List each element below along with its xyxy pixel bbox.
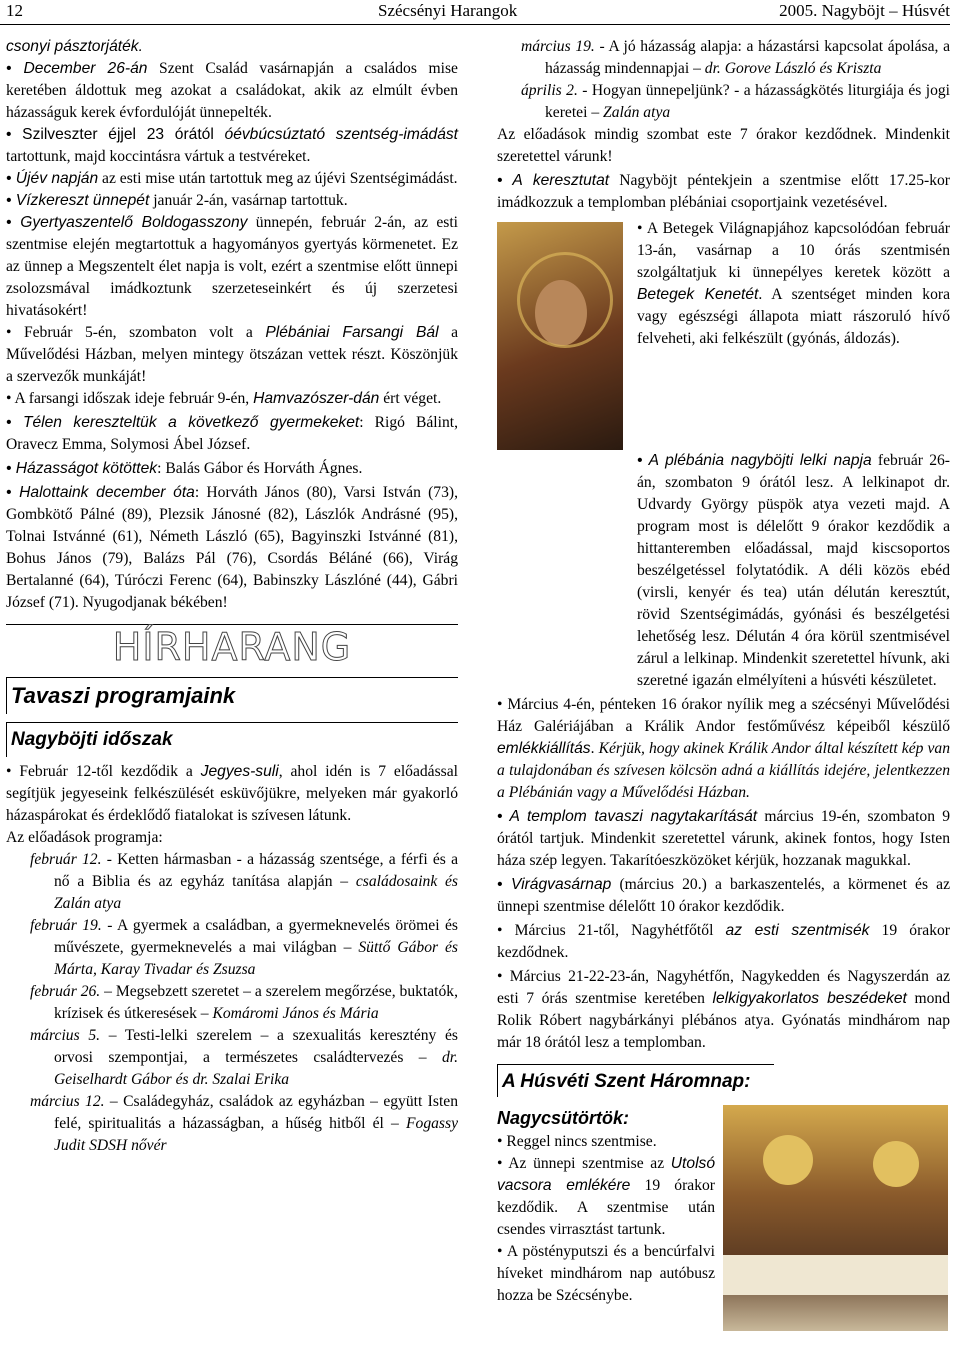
madonna-icon [497,222,623,450]
publication-title: Szécsényi Harangok [378,1,518,20]
program-heading: Az előadások programja: [6,829,163,846]
paragraph: • Március 21-22-23-án, Nagyhétfőn, Nagykedden és Nagyszerdán az esti 7 órás szentmise keretében lelkigyakorlatos beszédeket mond Rolik Róbert nagybárkányi plébános atya. Gyónatás mindhárom nap már 18 órától lesz a templomban. [497,968,950,1051]
program-item: február 12. - Ketten hármasban - a házasság szentsége, a férfi és a nő a Biblia és az egyház tanítása alapján – családosaink és Zalán atya [30,851,459,912]
program-item: február 26. – Megsebzett szeretet – a szerelem megőrzése, buktatók, krízisek és útkeresések – Komáromi János és Mária [30,983,459,1022]
section-title: Tavaszi programjaink [6,677,458,714]
paragraph: • Házasságot kötöttek: Balás Gábor és Horváth Ágnes. [6,460,363,477]
page-header [0,0,950,25]
paragraph: • A templom tavaszi nagytakarítását március 19-én, szombaton 9 órától tartjuk. Mindenkit szeretettel várunk, akinek fontos, hogy Isten háza szép legyen. Takarítóeszközöket kérjük, hozzanak magukkal. [497,808,951,869]
paragraph: • Reggel nincs szentmise. [497,1133,657,1150]
paragraph: • Gyertyaszentelő Boldogasszony ünnepén, február 2-án, az esti szentmise elején megtartottuk a hagyományos gyertyás körmenetet. Ez az ünnep a Megszentelt élet napja is volt, ezért a szentmise előtt ünnepi zsolozsmával imádkoztunk szerzeteseinkért és új szerzetesi hivatásokért! [6,214,458,319]
program-item: április 2. - Hogyan ünnepeljünk? - a házasságkötés liturgiája és jogi keretei – Zalán atya [521,82,950,121]
paragraph: • Újév napján az esti mise után tartottuk meg az újévi Szentségimádást. [6,170,458,187]
triduum-text [497,1105,715,1307]
paragraph: • Március 21-től, Nagyhétfőtől az esti szentmisék 19 órakor kezdődnek. [497,922,950,961]
paragraph: • Virágvasárnap (március 20.) a barkaszentelés, a körmenet és az ünnepi szentmise délelőtt 10 órakor kezdődik. [497,876,951,915]
paragraph: • December 26-án Szent Család vasárnapján a családos mise keretében áldottuk meg azokat a családokat, akik az elmúlt évben házasságuk kerek évfordulóját ünnepelték. [6,60,458,121]
icon-block [497,218,950,450]
paragraph: • A pöstényputszi és a bencúrfalvi híveket mindhárom nap autóbusz hozza be Szécsénybe. [497,1243,715,1304]
paragraph: • Az ünnepi szentmise az Utolsó vacsora emlékére 19 órakor kezdődik. A szentmise után csendes virrasztást tartunk. [497,1155,715,1238]
section-title: A Húsvéti Szent Háromnap: [497,1064,774,1097]
paragraph: • Március 4-én, pénteken 16 órakor nyílik meg a szécsényi Művelődési Ház Galériájában a Králik Andor festőművész képeiből készülő emlékkiállítás. Kérjük, hogy akinek Králik Andor által készített kép van a tulajdonában és szívesen kölcsön adná a kiállítás idejére, jelentkezzen a Plébánián vagy a Művelődési Házban. [497,696,950,801]
page-number: 12 [6,1,23,20]
section-subtitle: Nagyböjti időszak [6,722,458,757]
right-column [497,36,950,1343]
program-item: március 5. – Testi-lelki szerelem – a szexualitás keresztény és orvosi szempontjai, a természetes családtervezés – dr. Geiselhardt Gábor és dr. Szalai Erika [30,1027,459,1088]
program-item: február 19. - A gyermek a családban, a gyermeknevelés örömei és művészete, gyermeknevelés a mai világban – Süttő Gábor és Márta, Karay Tivadar és Zsuzsa [30,917,458,978]
paragraph: Az előadások mindig szombat este 7 órakor kezdődnek. Mindenkit szeretettel várunk! [497,126,950,165]
paragraph: • Halottaink december óta: Horváth János (80), Varsi István (73), Gombkötő Pálné (89), Plezsik Jánosné (82), Lászlók Andrásné (95), Tolnai Istvánné (61), Németh László (65), Bagyinszki Istvánné (81), Bohus János (79), Balázs Pál (76), Csordás Béláné (66), Virág Bertalanné (64), Túróczi Ferenc (64), Babinszky Lászlóné (44), Gábri József (71). Nyugodjanak békében! [6,484,458,611]
paragraph: csonyi pásztorjáték. [6,38,143,55]
lastsupper-block [497,1105,950,1343]
section-logo: HÍRHARANG [112,625,352,669]
program-list [6,849,458,1157]
issue-label: 2005. Nagyböjt – Húsvét [779,1,950,20]
paragraph: • A keresztutat Nagyböjt péntekjein a szentmise előtt 17.25-kor imádkozzuk a templomban plébániai csoportjaink vezetésével. [497,172,950,211]
paragraph: • Február 5-én, szombaton volt a Plébániai Farsangi Bál a Művelődési Házban, melyen mintegy ötszázan vettek részt. Köszönjük a szervezők munkáját! [6,324,459,385]
paragraph: • A Betegek Világnapjához kapcsolódóan február 13-án, vasárnap a 10 órás szentmisén szolgáltatjuk ki ünnepélyes keretek között a Betegek Kenetét. A szentséget minden kora vagy egészségi állapota miatt rászoruló hívő felveheti, aki felkészült (gyónás, áldozás). [637,220,950,347]
program-item: március 12. – Családegyház, családok az egyházban – együtt Isten felé, spiritualitás a házasságban, a hűség hitből él – Fogassy Judit SDSH nővér [30,1093,458,1154]
paragraph: • A farsangi időszak ideje február 9-én, Hamvazószer-dán ért véget. [6,390,442,407]
paragraph: • Február 12-től kezdődik a Jegyes-suli, ahol idén is 7 előadással segítjük jegyeseink felkészülését esküvőjükre, melyeken már gyakorló házaspárokat és érdeklődő fiatalokat is szívesen látunk. [6,763,458,824]
paragraph: • A plébánia nagyböjti lelki napja február 26-án, szombaton 9 órától lesz. A lelkinapot dr. Udvardy György püspök atya vezeti majd. A program most is délelőtt 9 órakor kezdődik a hittanteremben előadással, majd kiscsoportos beszélgetéssel folytatódik. A déli közös ebéd (virsli, kenyér és tea) után délután keresztút, rövid Szentségimádás, gyónási és beszélgetési lehetőség lesz. Délután 4 óra körül szentmisével zárul a lelkinap. Mindenkit szeretettel hívunk, aki szeretné igazán elmélyíteni a húsvéti készületet. [637,452,950,689]
last-supper-image [723,1105,948,1331]
program-item: március 19. - A jó házasság alapja: a házastársi kapcsolat ápolása, a házasság mindennapjai – dr. Gorove László és Kriszta [521,38,950,77]
paragraph: • Vízkereszt ünnepét január 2-án, vasárnap tartottuk. [6,192,348,209]
day-heading: Nagycsütörtök: [497,1108,630,1128]
paragraph: • Szilveszter éjjel 23 órától óévbúcsúztató szentség-imádást tartottunk, majd koccintásra vártuk a testvéreket. [6,126,458,165]
paragraph: • Télen kereszteltük a következő gyermekeket: Rigó Bálint, Oravecz Emma, Solymosi Ábel József. [6,414,458,453]
left-column [6,36,458,1157]
